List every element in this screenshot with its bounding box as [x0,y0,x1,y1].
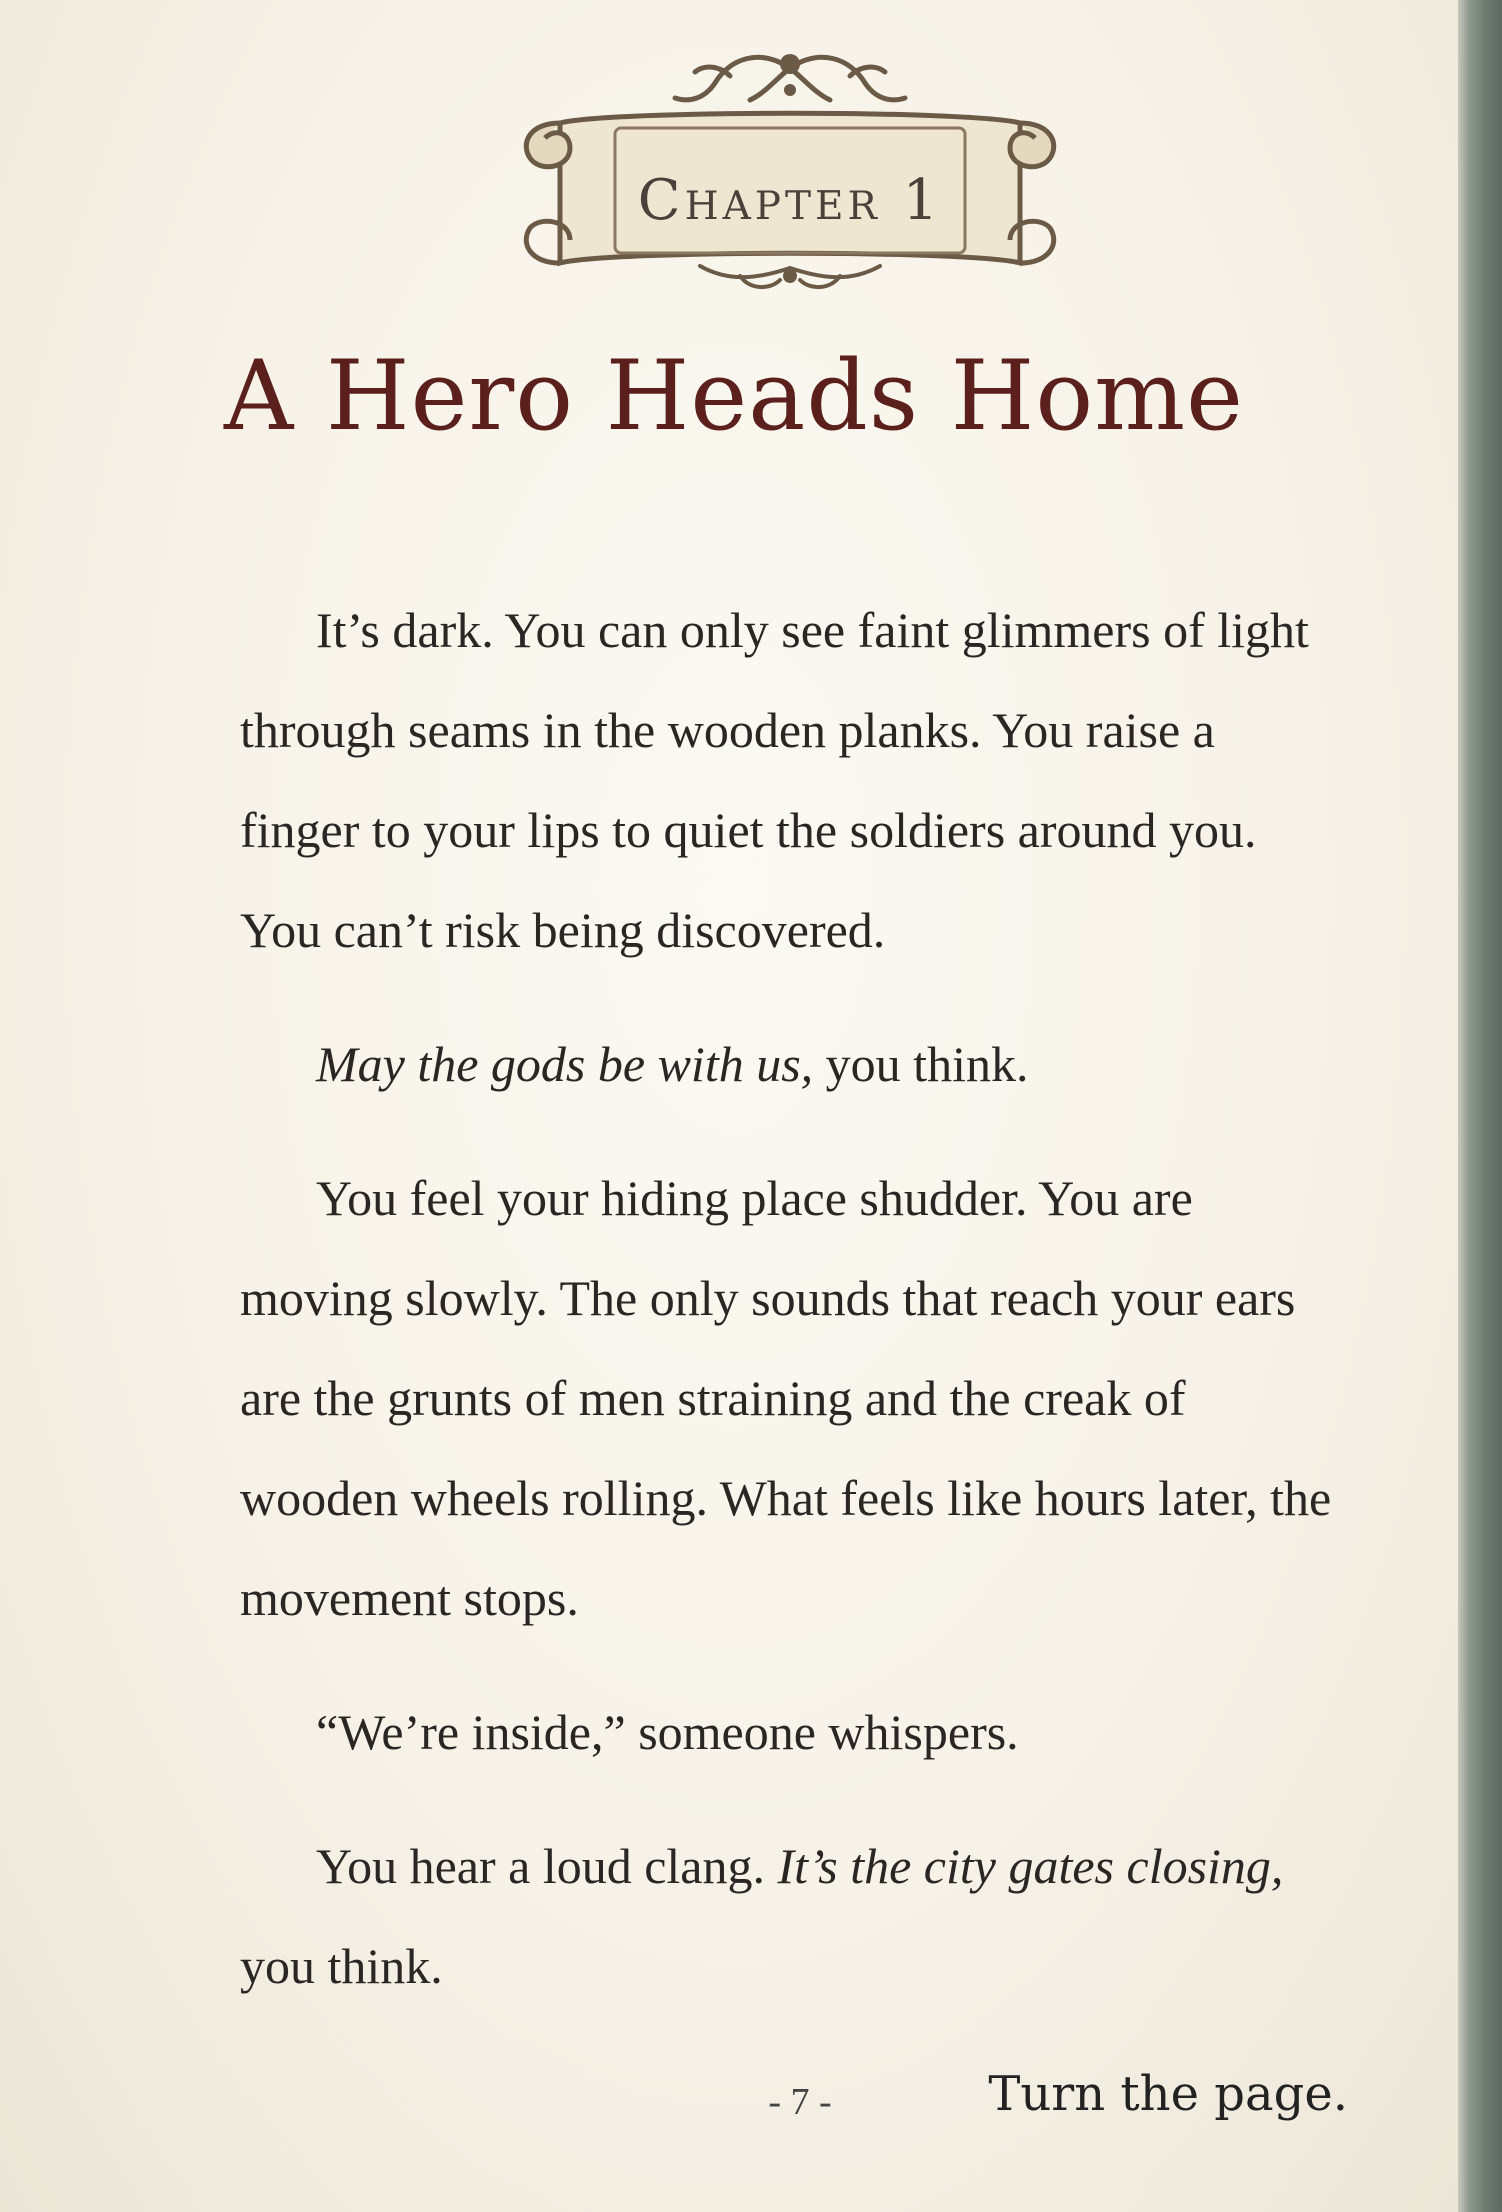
chapter-title: A Hero Heads Home [224,340,1244,452]
paragraph [240,1816,1340,2016]
text-segment: It’s dark. You can only see faint glimmers of light through seams in the wooden planks. You raise a finger to your lips to quiet the soldiers around you. You can’t risk being discovered. [240,602,1309,958]
turn-page-prompt: Turn the page. [988,2066,1348,2122]
paragraph [240,1148,1340,1648]
scroll-banner-icon [500,28,1080,298]
italic-text: May the gods be with us, [316,1036,814,1092]
text-segment: You feel your hiding place shudder. You are moving slowly. The only sounds that reach your ears are the grunts of men straining and the creak of wooden wheels rolling. What feels like hours later, the movement stops. [240,1170,1332,1626]
chapter-label: Chapter 1 [637,168,943,233]
paragraph [240,1014,1340,1114]
text-segment: You hear a loud clang. [316,1838,778,1894]
text-segment: you think. [813,1036,1029,1092]
paragraph [240,580,1340,980]
page-edge [1458,0,1502,2212]
text-segment: you think. [240,1938,443,1994]
chapter-banner [500,28,1080,298]
chapter-body [240,580,1340,2050]
text-segment: “We’re inside,” someone whispers. [316,1704,1019,1760]
italic-text: It’s the city gates closing, [777,1838,1284,1894]
paragraph [240,1682,1340,1782]
page-number: - 7 - [768,2081,832,2123]
